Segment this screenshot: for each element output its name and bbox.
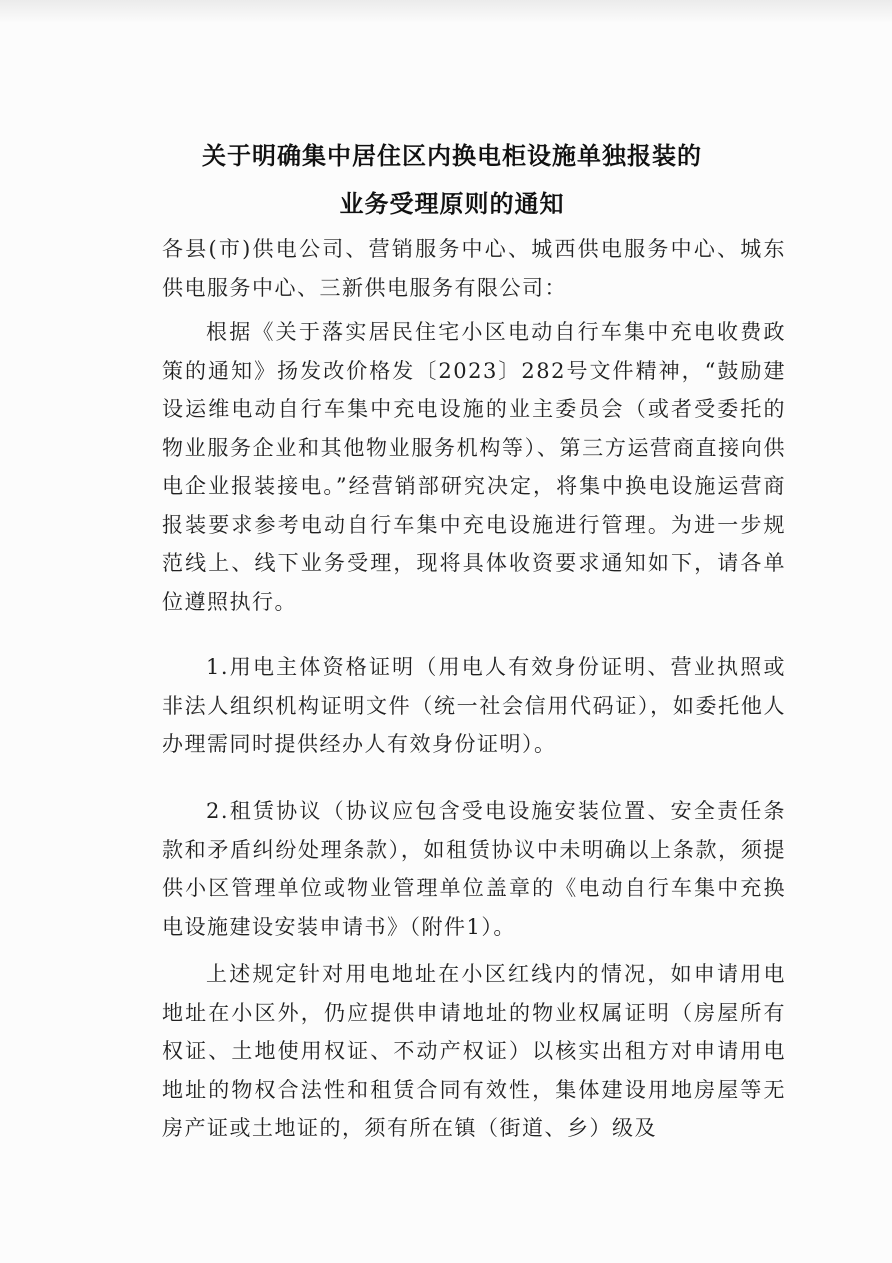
body-paragraph-3: 上述规定针对用电地址在小区红线内的情况，如申请用电地址在小区外，仍应提供申请地址的物业权属证明（房屋所有权证、土地使用权证、不动产权证）以核实出租方对申请用电地址的物权合法性和租赁合同有效性，集体建设用地房屋等无房产证或土地证的，须有所在镇（街道、乡）级及 [162,962,786,1140]
document-title-line-2: 业务受理原则的通知 [339,190,565,218]
body-paragraph-1: 根据《关于落实居民住宅小区电动自行车集中充电收费政策的通知》扬发改价格发〔2023〕282号文件精神，“鼓励建设运维电动自行车集中充电设施的业主委员会（或者受委托的物业服务企业和其他物业服务机构等）、第三方运营商直接向供电企业报装接电。”经营销部研究决定，将集中换电设施运营商报装要求参考电动自行车集中充电设施进行管理。为进一步规范线上、线下业务受理，现将具体收资要求通知如下，请各单位遵照执行。 [162,320,786,614]
document-title-line-1: 关于明确集中居住区内换电柜设施单独报装的 [202,142,702,170]
addressee-line: 各县(市)供电公司、营销服务中心、城西供电服务中心、城东供电服务中心、三新供电服务有限公司： [162,237,786,300]
scan-edge-shadow [0,0,892,22]
requirement-item-2: 2.租赁协议（协议应包含受电设施安装位置、安全责任条款和矛盾纠纷处理条款），如租赁协议中未明确以上条款，须提供小区管理单位或物业管理单位盖章的《电动自行车集中充换电设施建设安装申请书》（附件1）。 [162,799,786,939]
requirement-item-1: 1.用电主体资格证明（用电人有效身份证明、营业执照或非法人组织机构证明文件（统一社会信用代码证），如委托他人办理需同时提供经办人有效身份证明）。 [162,655,786,756]
